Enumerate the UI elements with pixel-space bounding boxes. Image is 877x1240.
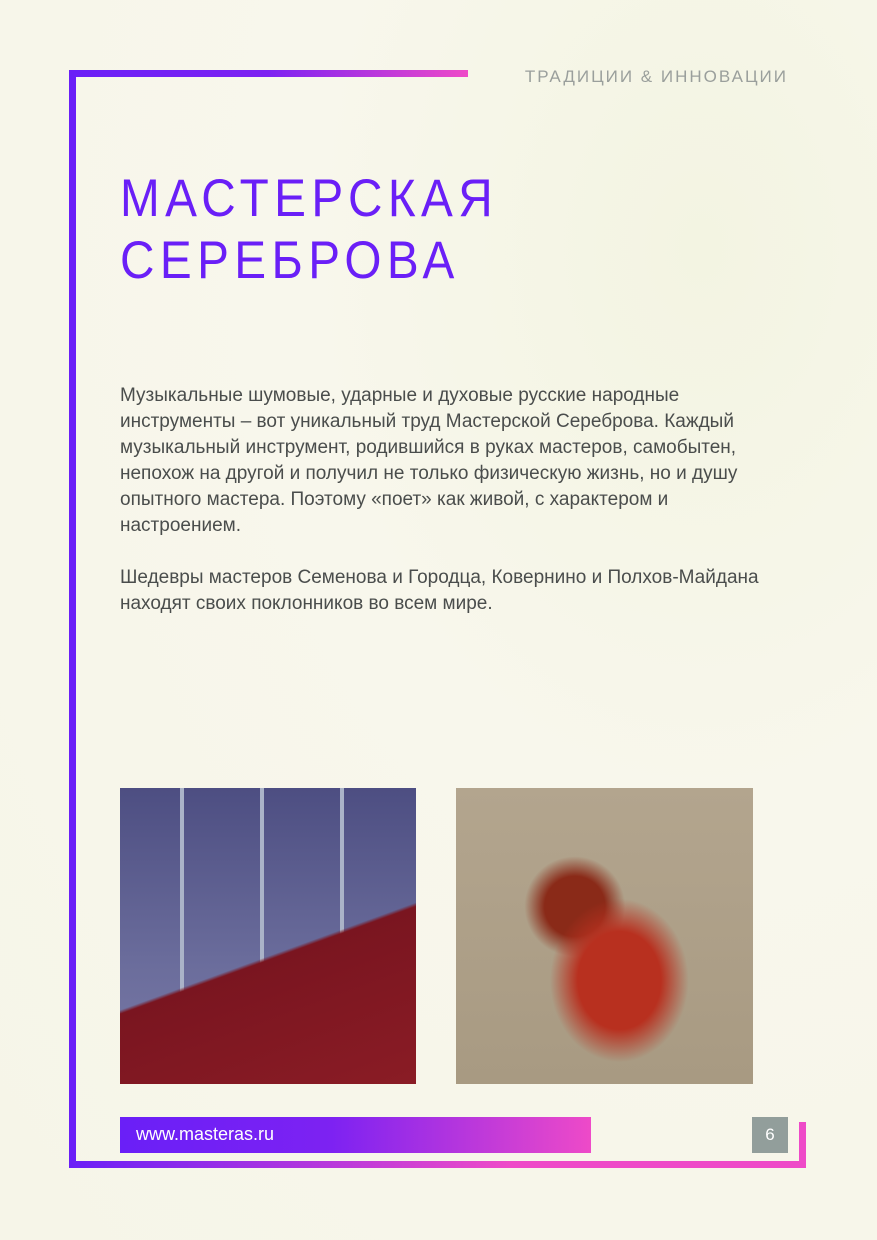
website-link[interactable]: www.masteras.ru <box>136 1124 275 1144</box>
footer-band <box>120 1117 591 1153</box>
body-text <box>120 383 780 643</box>
page-number: 6 <box>752 1117 788 1153</box>
section-label: ТРАДИЦИИ & ИННОВАЦИИ <box>524 67 788 86</box>
title-line-1: МАСТЕРСКАЯ <box>120 169 499 228</box>
frame-left-bar <box>69 70 76 1168</box>
frame-top-bar <box>69 70 468 77</box>
paragraph: Музыкальные шумовые, ударные и духовые русские народные инструменты – вот уникальный труд Мастерской Сереброва. Каждый музыкальный инструмент, родившийся в руках мастеров, самобытен, непохож на другой и получил не только физическую жизнь, но и душу опытного мастера. Поэтому «поет» как живой, с характером и настроением. <box>120 385 738 536</box>
title-line-2: СЕРЕБРОВА <box>120 231 460 290</box>
paragraph: Шедевры мастеров Семенова и Городца, Ковернино и Полхов-Майдана находят своих поклонников во всем мире. <box>120 567 759 614</box>
photo-painted-folk-instruments <box>456 788 753 1084</box>
frame-right-bar <box>799 1122 806 1168</box>
frame-bottom-bar <box>69 1161 806 1168</box>
page-title <box>120 168 498 292</box>
photo-chimes-instrument-case <box>120 788 416 1084</box>
